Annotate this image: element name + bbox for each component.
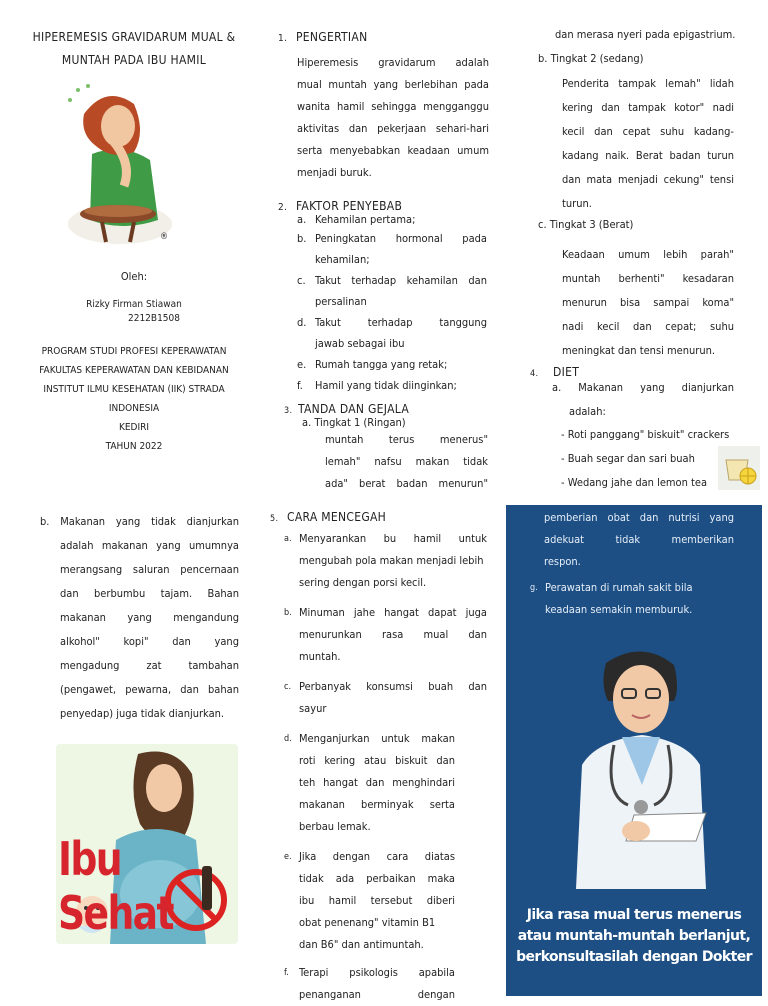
panel-continued <box>544 507 734 573</box>
diet-list <box>561 423 741 495</box>
doctor-illustration <box>556 645 726 889</box>
gejala-a-label: a. Tingkat 1 (Ringan) <box>302 416 406 429</box>
text-line: menurun bisa sampai koma" <box>562 296 734 309</box>
text-line: merangsang saluran pencernaan <box>60 563 239 576</box>
penyebab-list <box>297 212 487 396</box>
inst-line: INDONESIA <box>108 403 160 414</box>
inst-line: FAKULTAS KEPERAWATAN DAN KEBIDANAN <box>39 365 229 376</box>
text-line: meningkat dan tensi menurun. <box>562 344 716 357</box>
panel-item-g: g. Perawatan di rumah sakit bila keadaan semakin memburuk. <box>530 581 693 616</box>
gejala-a-continued: dan merasa nyeri pada epigastrium. <box>555 28 736 41</box>
text-line: kadang naik. Berat badan turun <box>562 149 734 162</box>
nauseous-woman-illustration <box>62 82 180 248</box>
text-line: makanan yang mengandung <box>60 611 239 624</box>
cegah-num: 5. <box>270 514 279 524</box>
gejala-heading <box>284 402 504 416</box>
gejala-title: TANDA DAN GEJALA <box>298 402 410 416</box>
text-line: alkohol" kopi" dan yang <box>60 635 239 648</box>
text-line: (pengawet, pewarna, dan bahan <box>60 683 239 696</box>
cegah-title: CARA MENCEGAH <box>287 510 387 524</box>
list-item: e. Jika dengan cara diatas tidak ada perbaikan maka ibu hamil tersebut diberi obat penenang" vitamin B1 dan B6" dan antimuntah. <box>284 850 455 951</box>
text-line: menjadi buruk. <box>297 166 372 179</box>
text-line: aktivitas dan pekerjaan sehari-hari <box>297 122 489 135</box>
institution-block <box>20 342 248 456</box>
text-line: respon. <box>544 555 581 568</box>
diet-a <box>552 376 734 424</box>
text-line: Penderita tampak lemah" lidah <box>562 77 734 90</box>
list-item: d. Takut terhadap tanggung jawab sebagai ibu <box>297 316 487 350</box>
text-line: penyedap) juga tidak dianjurkan. <box>60 707 225 720</box>
list-item: c. Takut terhadap kehamilan dan persalinan <box>297 274 487 308</box>
list-item: f. Hamil yang tidak diinginkan; <box>297 379 457 392</box>
registered-mark: ® <box>160 232 169 242</box>
panel-caption <box>514 905 754 968</box>
list-item: - Buah segar dan sari buah <box>561 452 695 465</box>
text-line: dan mata menjadi cekung" tensi <box>562 173 734 186</box>
text-line: adalah: <box>569 405 606 418</box>
list-item: a. Kehamilan pertama; <box>297 213 416 226</box>
inst-line: INSTITUT ILMU KESEHATAN (IIK) STRADA <box>43 384 225 395</box>
gejala-c-label: c. Tingkat 3 (Berat) <box>538 218 634 231</box>
caption-line: Jika rasa mual terus menerus <box>526 907 742 923</box>
text-line: adalah makanan yang umumnya <box>60 539 239 552</box>
list-item: c. Perbanyak konsumsi buah dan sayur <box>284 680 487 715</box>
list-item: d. Menganjurkan untuk makan roti kering atau biskuit dan teh hangat dan menghindari makanan berminyak serta berbau lemak. <box>284 732 455 833</box>
pengertian-heading <box>278 30 498 44</box>
diet-num: 4. <box>530 369 539 379</box>
text-line: a. Makanan yang dianjurkan <box>552 381 734 394</box>
caption-line: atau muntah-muntah berlanjut, <box>517 928 751 944</box>
text-line: nadi kecil dan cepat; suhu <box>562 320 734 333</box>
list-item: - Roti panggang" biskuit" crackers <box>561 428 730 441</box>
list-item: f. Terapi psikologis apabila penanganan dengan <box>284 966 455 1001</box>
pengertian-body <box>297 52 489 184</box>
text-line: kecil dan cepat suhu kadang- <box>562 125 734 138</box>
lemon-tea-icon <box>718 446 760 490</box>
cover-title-1: HIPEREMESIS GRAVIDARUM MUAL & <box>32 30 236 44</box>
text-line: mual muntah yang berlebihan pada <box>297 78 489 91</box>
cegah-heading <box>270 510 386 524</box>
poster-title: Ibu Sehat <box>58 832 173 940</box>
list-item: b. Peningkatan hormonal pada kehamilan; <box>297 232 487 266</box>
text-line: b. Makanan yang tidak dianjurkan <box>40 515 239 528</box>
text-line: Hiperemesis gravidarum adalah <box>297 56 489 69</box>
inst-line: KEDIRI <box>118 422 150 433</box>
cover-title-2: MUNTAH PADA IBU HAMIL <box>61 53 207 67</box>
author-name: Rizky Firman Stiawan <box>86 299 182 310</box>
inst-line: TAHUN 2022 <box>105 441 163 452</box>
gejala-b-label: b. Tingkat 2 (sedang) <box>538 52 644 65</box>
gejala-c-body <box>562 243 734 363</box>
list-item: b. Minuman jahe hangat dapat juga menurunkan rasa mual dan muntah. <box>284 606 487 663</box>
text-line: muntah terus menerus" <box>325 433 488 446</box>
text-line: ada" berat badan menurun" <box>325 477 488 490</box>
text-line: Keadaan umum lebih parah" <box>562 248 734 261</box>
penyebab-num: 2. <box>278 202 288 213</box>
text-line: adekuat tidak memberikan <box>544 533 734 546</box>
text-line: turun. <box>562 197 592 210</box>
cegah-list <box>284 528 487 1006</box>
text-line: serta menyebabkan keadaan umum <box>297 144 489 157</box>
diet-b <box>40 510 239 726</box>
text-line: kering dan tampak kotor" nadi <box>562 101 734 114</box>
text-line: pemberian obat dan nutrisi yang <box>544 511 734 524</box>
gejala-b-body <box>562 72 734 216</box>
gejala-num: 3. <box>284 406 293 416</box>
pengertian-num: 1. <box>278 33 288 44</box>
gejala-a-body <box>325 429 488 495</box>
author-nim: 2212B1508 <box>128 313 180 324</box>
penyebab-title: FAKTOR PENYEBAB <box>296 199 403 213</box>
list-item: a. Menyarankan bu hamil untuk mengubah pola makan menjadi lebih sering dengan porsi kecil. <box>284 532 487 589</box>
penyebab-heading <box>278 199 498 213</box>
text-line: muntah berhenti" kesadaran <box>562 272 734 285</box>
caption-line: berkonsultasilah dengan Dokter <box>516 949 752 965</box>
ibu-sehat-poster <box>56 744 238 944</box>
text-line: dan berbumbu tajam. Bahan <box>60 587 239 600</box>
inst-line: PROGRAM STUDI PROFESI KEPERAWATAN <box>41 346 227 357</box>
doctor-panel <box>506 505 762 996</box>
text-line: lemah" nafsu makan tidak <box>325 455 488 468</box>
text-line: wanita hamil sehingga mengganggu <box>297 100 489 113</box>
diet-title: DIET <box>553 365 580 379</box>
list-item: e. Rumah tangga yang retak; <box>297 358 448 371</box>
text-line: mengadung zat tambahan <box>60 659 239 672</box>
pengertian-title: PENGERTIAN <box>296 30 368 44</box>
list-item: - Wedang jahe dan lemon tea <box>561 476 708 489</box>
oleh-label: Oleh: <box>120 270 148 283</box>
